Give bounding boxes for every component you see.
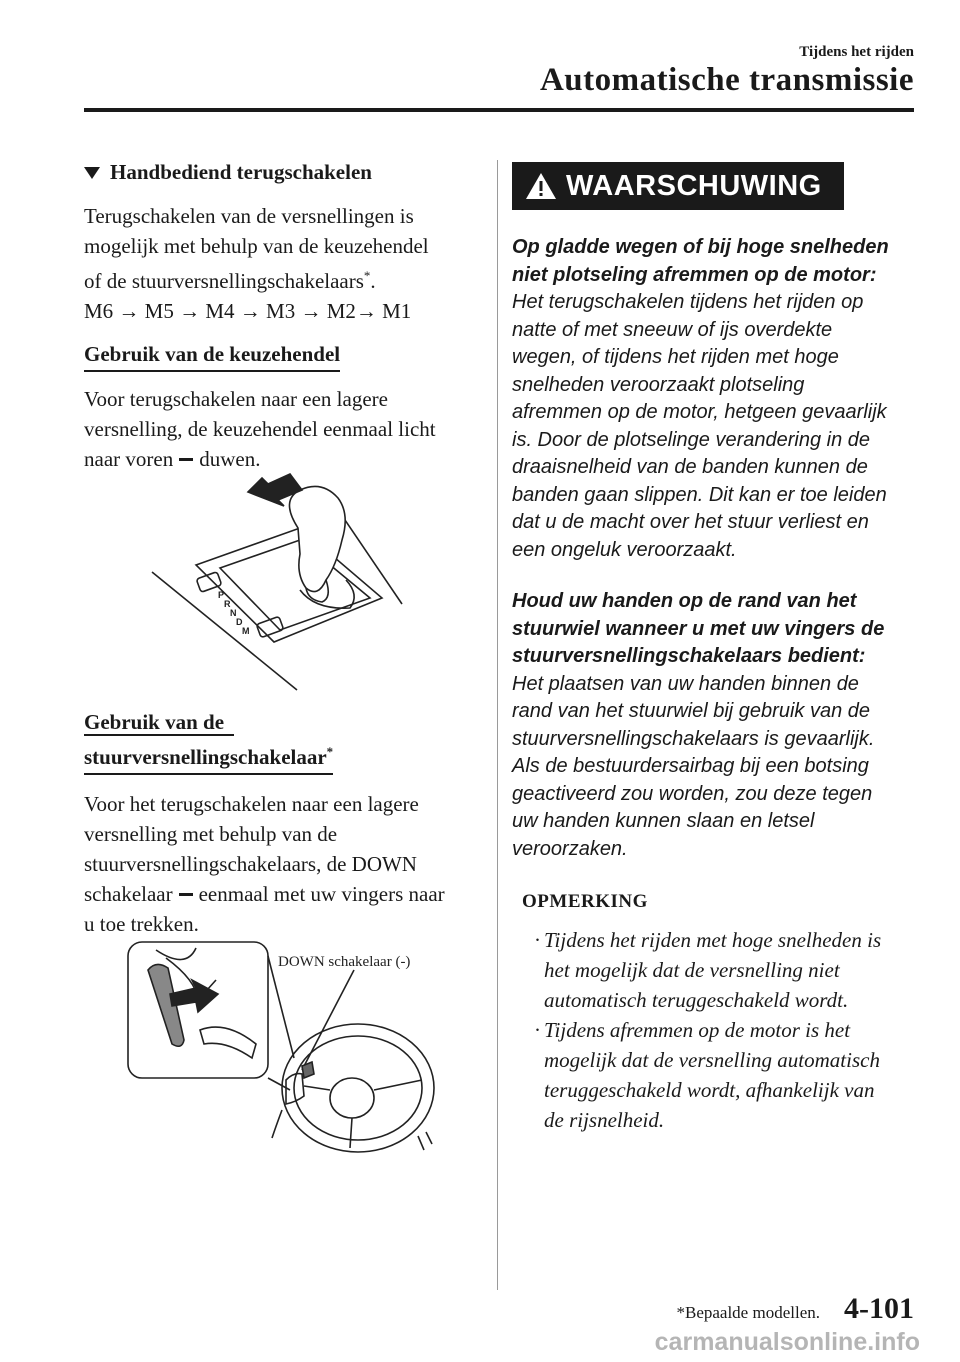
console-inner-plate <box>220 540 370 630</box>
warning-line: dat u de macht over het stuur verliest en <box>512 511 869 533</box>
intro-line: mogelijk met behulp van de keuzehendel <box>84 234 429 258</box>
warning-heading <box>512 588 912 671</box>
warning-heading-line: stuurwiel wanneer u met uw vingers de <box>512 617 885 640</box>
note-line: het mogelijk dat de versnelling niet <box>544 958 840 982</box>
footnote: *Bepaalde modellen. <box>676 1303 820 1322</box>
warning-heading <box>512 234 912 289</box>
steering-wheel-hub <box>330 1078 374 1118</box>
warning-heading-line: stuurversnellingschakelaars bedient: <box>512 645 866 667</box>
triangle-down-icon <box>84 167 100 179</box>
minus-symbol <box>179 458 193 461</box>
header-rule <box>84 108 914 112</box>
left-column <box>84 160 480 474</box>
steering-wheel-spokes <box>304 1080 422 1148</box>
bullet: · <box>534 1018 541 1042</box>
note-line: Tijdens het rijden met hoge snelheden is <box>544 928 882 952</box>
warning-body <box>512 289 912 564</box>
lever-line: versnelling, de keuzehendel eenmaal licht <box>84 417 436 441</box>
warning-banner <box>512 162 844 210</box>
right-column <box>512 162 912 1135</box>
warning-block-2 <box>512 588 912 863</box>
warning-line: snelheden veroorzaakt plotseling <box>512 373 805 396</box>
warning-line: is. Door de plotselinge verandering in de <box>512 428 870 451</box>
warning-heading-line: niet plotseling afremmen op de motor: <box>512 263 877 286</box>
lever-line: duwen. <box>199 447 261 471</box>
paddle-paragraph <box>84 789 480 939</box>
warning-line: een ongeluk veroorzaakt. <box>512 538 737 561</box>
warning-line: banden gaan slippen. Dit kan er toe leiden <box>512 483 887 506</box>
paddle-line: versnelling met behulp van de <box>84 822 338 846</box>
left-column-lower <box>84 708 480 939</box>
warning-line: veroorzaken. <box>512 837 628 860</box>
bullet: · <box>534 928 541 952</box>
warning-line: wegen, of tijdens het rijden met hoge <box>512 346 839 368</box>
section-heading-text: Handbediend terugschakelen <box>110 160 372 184</box>
page-title: Automatische transmissie <box>539 62 914 98</box>
warning-heading-line: Houd uw handen op de rand van het <box>512 590 857 612</box>
warning-line: rand van het stuurwiel bij gebruik van de <box>512 700 870 722</box>
section-heading <box>84 160 480 185</box>
warning-line: Het terugschakelen tijdens het rijden op <box>512 291 864 313</box>
finger-shape <box>200 1027 256 1058</box>
warning-line: afremmen op de motor, hetgeen gevaarlijk <box>512 401 887 423</box>
label-leader-line <box>302 970 354 1070</box>
asterisk-mark: * <box>326 744 334 759</box>
paddle-shifter-figure <box>126 940 446 1170</box>
wheel-detail-lines <box>418 1132 432 1150</box>
warning-line: Als de bestuurdersairbag bij een botsing <box>512 755 869 777</box>
steering-wheel-rim <box>282 1024 434 1152</box>
down-switch-label: DOWN schakelaar (-) <box>278 954 411 970</box>
warning-heading-line: Op gladde wegen of bij hoge snelheden <box>512 236 889 258</box>
chapter-label: Tijdens het rijden <box>799 44 914 60</box>
intro-line: Terugschakelen van de versnellingen is <box>84 204 414 228</box>
paddle-line: stuurversnellingschakelaars, de DOWN <box>84 852 417 876</box>
gear-knob <box>289 486 345 591</box>
gate-label: P <box>218 590 225 600</box>
note-line: de rijsnelheid. <box>544 1108 665 1132</box>
gate-label: M <box>242 626 250 636</box>
subheading-lever: Gebruik van de keuzehendel <box>84 340 340 372</box>
paddle-line: eenmaal met uw vingers naar <box>198 882 445 906</box>
warning-banner-text: WAARSCHUWING <box>566 169 822 202</box>
lever-line: naar voren <box>84 447 174 471</box>
warning-triangle-icon <box>524 171 558 201</box>
warning-line: geactiveerd zou worden, zou deze tegen <box>512 782 873 805</box>
console-edge-line <box>152 572 297 690</box>
intro-paragraph <box>84 201 480 326</box>
subheading-paddle-line2 <box>84 738 333 775</box>
warning-line: natte of met sneeuw of ijs overdekte <box>512 318 833 341</box>
asterisk-mark: * <box>363 268 371 283</box>
warning-line: Het plaatsen van uw handen binnen de <box>512 672 859 695</box>
gate-label: N <box>230 608 237 618</box>
console-button <box>256 616 283 637</box>
warning-body <box>512 671 912 864</box>
lever-paragraph <box>84 384 480 474</box>
warning-line: stuurversnellingschakelaars is gevaarlijk. <box>512 727 875 750</box>
gate-label: R <box>224 599 231 609</box>
callout-connector <box>268 956 294 1058</box>
subheading-paddle-line1: Gebruik van de <box>84 710 225 734</box>
note-line: Tijdens afremmen op de motor is het <box>544 1018 851 1042</box>
warning-block-1 <box>512 234 912 564</box>
warning-line: uw handen kunnen slaan en letsel <box>512 810 815 832</box>
lever-line: Voor terugschakelen naar een lagere <box>84 387 388 411</box>
watermark: carmanualsonline.info <box>654 1328 920 1356</box>
paddle-on-wheel <box>302 1062 314 1078</box>
note-line: mogelijk dat de versnelling automatisch <box>544 1048 880 1072</box>
note-title: OPMERKING <box>522 891 648 912</box>
gear-sequence: M6 → M5 → M4 → M3 → M2→ M1 <box>84 299 412 323</box>
subheading-paddle-text: stuurversnellingschakelaar <box>84 745 327 769</box>
minus-symbol <box>179 893 193 896</box>
paddle-line: schakelaar <box>84 882 173 906</box>
period: . <box>370 269 376 293</box>
note-block <box>512 891 912 1135</box>
note-line: automatisch teruggeschakeld wordt. <box>544 988 849 1012</box>
intro-line: of de stuurversnellingschakelaars <box>84 269 364 293</box>
note-item <box>522 1015 912 1135</box>
warning-line: draaisnelheid van de banden kunnen de <box>512 456 868 478</box>
paddle-line: u toe trekken. <box>84 912 199 936</box>
gate-label: D <box>236 617 243 627</box>
note-line: teruggeschakeld wordt, afhankelijk van <box>544 1078 875 1102</box>
column-divider <box>497 160 498 1290</box>
gear-lever-figure <box>150 470 410 695</box>
paddle-line: Voor het terugschakelen naar een lagere <box>84 792 419 816</box>
note-item <box>522 925 912 1015</box>
page-number: 4-101 <box>844 1292 914 1325</box>
